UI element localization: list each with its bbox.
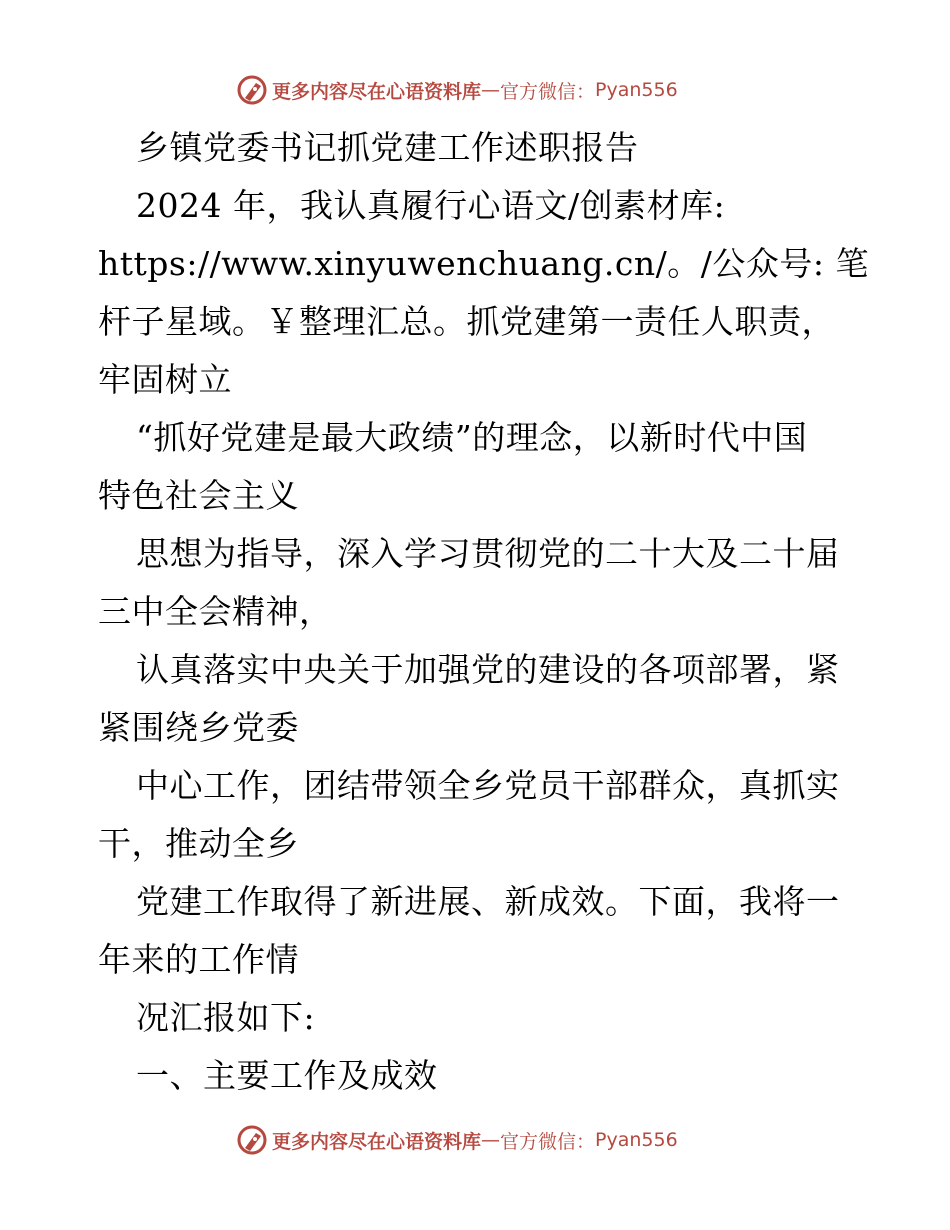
section-heading: 一、主要工作及成效	[136, 1056, 438, 1095]
watermark-contact-id: Pyan556	[595, 79, 678, 101]
document-title: 乡镇党委书记抓党建工作述职报告	[136, 128, 639, 167]
paragraph-line: 思想为指导，深入学习贯彻党的二十大及二十届	[136, 534, 840, 573]
paragraph-line: 况汇报如下:	[136, 998, 316, 1037]
watermark-contact-label: 官方微信：	[500, 80, 596, 103]
paragraph-line: 牢固树立	[98, 360, 232, 399]
paragraph-line: 2024 年，我认真履行心语文/创素材库:	[136, 186, 726, 225]
paragraph-line: https://www.xinyuwenchuang.cn/。/公众号: 笔	[98, 244, 869, 283]
paragraph-line: 特色社会主义	[98, 476, 299, 515]
paragraph-line: 党建工作取得了新进展、新成效。下面，我将一	[136, 882, 840, 921]
paragraph-line: 年来的工作情	[98, 940, 299, 979]
paragraph-line: 紧围绕乡党委	[98, 708, 299, 747]
paragraph-line: 认真落实中央关于加强党的建设的各项部署，紧	[136, 650, 840, 689]
pen-nib-circle-icon	[236, 74, 268, 106]
watermark-footer	[236, 1122, 678, 1158]
watermark-header	[236, 72, 678, 108]
paragraph-line: 中心工作，团结带领全乡党员干部群众，真抓实	[136, 766, 840, 805]
watermark-text: 更多内容尽在心语资料库	[272, 1130, 482, 1153]
watermark-separator: —	[481, 79, 501, 101]
watermark-separator: —	[481, 1129, 501, 1151]
paragraph-line: 三中全会精神，	[98, 592, 333, 631]
pen-nib-circle-icon	[236, 1124, 268, 1156]
paragraph-line: “抓好党建是最大政绩”的理念，以新时代中国	[136, 418, 808, 457]
paragraph-line: 杆子星域。￥整理汇总。抓党建第一责任人职责，	[98, 302, 835, 341]
watermark-contact-id: Pyan556	[595, 1129, 678, 1151]
watermark-contact-label: 官方微信：	[500, 1130, 596, 1153]
watermark-text: 更多内容尽在心语资料库	[272, 80, 482, 103]
paragraph-line: 干，推动全乡	[98, 824, 299, 863]
